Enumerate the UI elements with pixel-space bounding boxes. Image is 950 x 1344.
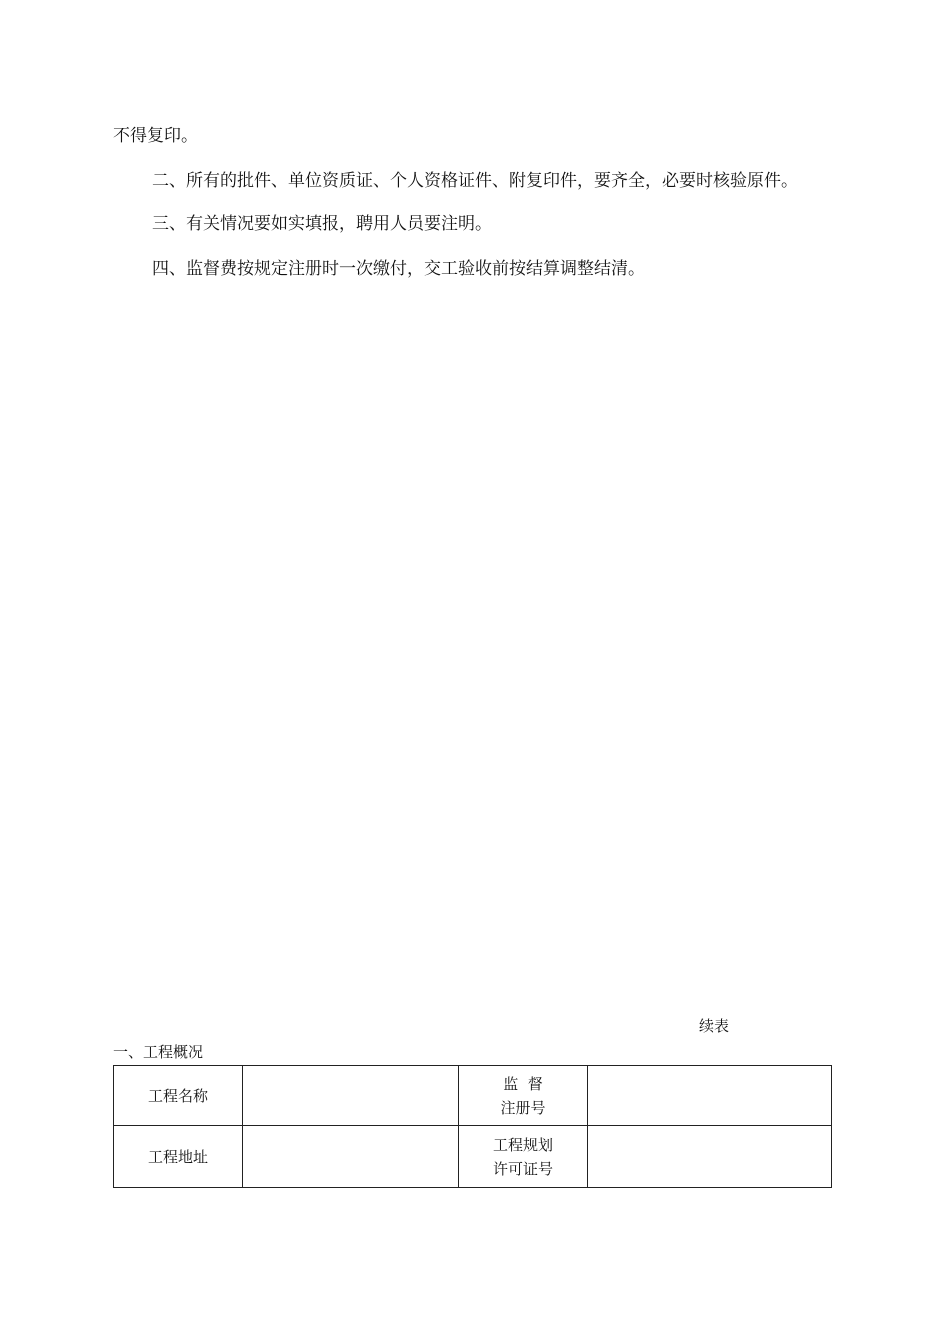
- planning-permit-field[interactable]: [588, 1126, 832, 1188]
- paragraph-copy-note: 不得复印。: [113, 126, 198, 146]
- project-address-field[interactable]: [243, 1126, 459, 1188]
- planning-permit-value[interactable]: [588, 1126, 831, 1187]
- project-name-label: [114, 1066, 243, 1126]
- supervision-registration-field[interactable]: [588, 1066, 832, 1126]
- project-name-label-text: 工程名称: [147, 1086, 208, 1105]
- table-row: [114, 1126, 832, 1188]
- paragraph-item-2: 二、所有的批件、单位资质证、个人资格证件、附复印件，要齐全，必要时核验原件。: [152, 171, 798, 191]
- planning-permit-label-line2: 许可证号: [492, 1159, 553, 1178]
- supervision-registration-label: [459, 1066, 588, 1126]
- planning-permit-label: [459, 1126, 588, 1188]
- project-address-label: [114, 1126, 243, 1188]
- supervision-registration-value[interactable]: [588, 1066, 831, 1125]
- project-overview-table: [113, 1065, 832, 1188]
- continued-table-label: 续表: [699, 1017, 730, 1035]
- project-name-value[interactable]: [243, 1066, 458, 1125]
- supervision-label-line2: 注册号: [500, 1098, 546, 1117]
- project-address-value[interactable]: [243, 1126, 458, 1187]
- project-name-field[interactable]: [243, 1066, 459, 1126]
- paragraph-item-4: 四、监督费按规定注册时一次缴付，交工验收前按结算调整结清。: [152, 259, 645, 279]
- section-title-project-overview: 一、工程概况: [113, 1043, 204, 1061]
- supervision-label-line1: 监 督: [503, 1074, 543, 1093]
- planning-permit-label-line1: 工程规划: [492, 1135, 553, 1154]
- paragraph-item-3: 三、有关情况要如实填报，聘用人员要注明。: [152, 214, 492, 234]
- project-address-label-text: 工程地址: [147, 1147, 208, 1166]
- table-row: [114, 1066, 832, 1126]
